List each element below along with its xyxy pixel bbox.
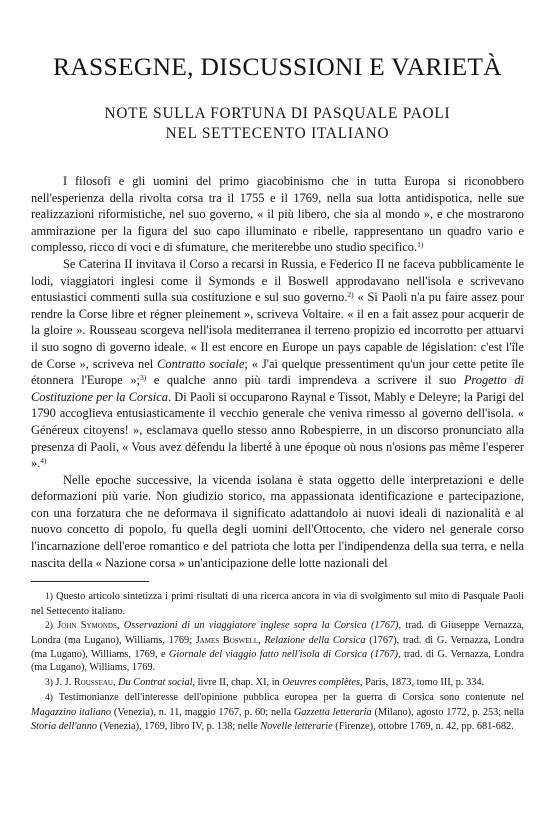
paragraph-3-text: Nelle epoche successive, la vicenda isolana è stata oggetto delle interpretazioni e delle deformazioni più varie. Non giudizio storico, ma appassionata identificazione e partecipazione, con una forzatura che ne deformava il significato adattandolo ai nuovi ideali di nazionalità e al nuovo concetto di popolo, fu quella degli uomini dell'Ottocento, che videro nel generale corso l'incarnazione dell'eroe romantico e del patriota che lotta per l'indipendenza della sua terra, e nella nascita della « Nazione corsa » un'anticipazione delle lotte nazionali del (31, 472, 524, 570)
footnote-ref: 4) (40, 456, 47, 466)
footnote-text: , trad. di G. Vernazza, Londra (ma Lugano), Williams, 1769. (31, 648, 524, 674)
footnote-text: , (258, 635, 265, 647)
footnote-text: (Venezia), 1769, libro IV, p. 138; nelle (97, 720, 261, 732)
book-title: Giornale del viaggio fatto nell'isola di Corsica (1767) (168, 648, 398, 660)
footnote-text: , (112, 676, 119, 688)
footnote-text: Questo articolo sintetizza i primi risultati di una ricerca ancora in via di svolgimento sul mito di Pasquale Paoli nel Settecento italiano. (31, 591, 524, 617)
book-title: Contratto sociale (157, 356, 245, 371)
footnote-text: (Venezia), n. 11, maggio 1767, p. 60; nella (111, 707, 294, 718)
book-title: Relazione della Corsica (264, 635, 366, 647)
footnote-ref: 3) (139, 373, 147, 383)
author-name: Rousseau (73, 676, 113, 688)
footnote-text: (Firenze), ottobre 1769, n. 42, pp. 681-682. (332, 720, 514, 732)
book-title: Storia dell'anno (31, 720, 97, 732)
footnote-text: , livre II, chap. XI, in (192, 676, 283, 688)
footnote-ref: 1) (417, 240, 424, 250)
footnote-text: , (116, 620, 124, 632)
footnote-1 (31, 590, 524, 618)
paragraph-1 (31, 173, 524, 256)
footnote-text: , trad. di Giuseppe Vernazza, Londra (ma Lugano), Williams, 1769; (31, 620, 525, 647)
section-title: RASSEGNE, DISCUSSIONI E VARIETÀ (53, 52, 502, 81)
footnote-text: , Paris, 1873, tomo III, p. 334. (359, 676, 485, 688)
paragraph-2-text-d: e qualche anno più tardi imprendeva a scrivere il suo (146, 373, 464, 388)
book-title: Osservazioni di un viaggiatore inglese sopra la Corsica (1767) (123, 620, 399, 632)
paragraph-2-text-a: Se Caterina II invitava il Corso a recarsi in Russia, e Federico II ne faceva pubblicamente le lodi, viaggiatori inglesi come il Symonds e il Boswell approdavano nell'isola e scrivevano entusiastici commenti sulla sua costituzione e sul suo governo. (31, 256, 524, 305)
footnotes (31, 590, 524, 733)
footnote-3 (31, 676, 524, 691)
book-title: Du Contrat social (118, 676, 193, 688)
article-title-line-1: NOTE SULLA FORTUNA DI PASQUALE PAOLI (104, 105, 451, 122)
article-body (31, 173, 524, 571)
book-title: Oeuvres complètes (282, 676, 360, 688)
author-name: John Symonds (57, 620, 117, 632)
book-title: Magazzino italiano (31, 707, 112, 718)
article-title-line-2: NEL SETTECENTO ITALIANO (165, 124, 390, 142)
book-title: Progetto di Costituzione per la Corsica (31, 373, 524, 404)
footnote-text: Testimonianze dell'interesse dell'opinione pubblica europea per la guerra di Corsica sono contenute nel (52, 692, 524, 704)
page (31, 52, 524, 734)
author-name: James Boswell (195, 635, 259, 647)
paragraph-3 (31, 472, 524, 572)
footnote-text: J. J. (52, 676, 74, 688)
footnote-number: 2) (45, 621, 53, 632)
paragraph-1-text: I filosofi e gli uomini del primo giacobinismo che in tutta Europa si riconobbero nell'esperienza della rivolta corsa tra il 1755 e il 1769, nella sua lotta antidispotica, nelle sue realizzazioni riformistiche, nel suo governo, « il più libero, che sia al mondo », e che mostrarono ammirazione per la figura del suo capo illuminato e ribelle, rappresentano un quadro vario e complesso, ricco di voci e di sfumature, che meriterebbe uno studio specifico. (31, 174, 524, 255)
footnote-divider (31, 581, 149, 582)
paragraph-2-text-e: . Di Paoli si occuparono Raynal e Tissot, Mably e Deleyre; la Parigi del 1790 accoglieva entusiasticamente il vecchio generale che veniva rimesso al governo dell'isola. « Généreux citoyens! », esclamava quello stesso anno Robespierre, in un discorso pronunciato alla presenza di Paoli, « Vous avez défendu la liberté à une époque où nous n'osions pas même l'esperer ». (31, 389, 525, 471)
paragraph-2-text-b: « Si Paoli n'a pu faire assez pour rendre la Corse libre et régner pleinement », scriveva Voltaire. « il en a fait assez pour acquerir de la gloire ». Rousseau scorgeva nell'isola mediterranea il terreno propizio ed incorrotto per attuarvi il suo sogno di governo ideale. « Il est encore en Europe un pays capable de législation: c'est l'île de Corse », scriveva nel (31, 290, 524, 371)
footnote-text: (1767), trad. di G. Vernazza, Londra (ma Lugano), Williams, 1769, e (31, 635, 525, 660)
footnote-number: 1) (45, 592, 53, 603)
footnote-number: 3) (45, 677, 53, 688)
paragraph-2 (31, 256, 524, 472)
book-title: Novelle letterarie (260, 720, 333, 732)
footnote-2 (31, 619, 524, 674)
footnote-number: 4) (45, 693, 53, 704)
footnote-ref: 2) (347, 290, 354, 300)
footnote-4 (31, 691, 524, 733)
paragraph-2-text-c: ; « J'ai quelque pressentiment qu'un jour cette petite île étonnera l'Europe »; (31, 356, 524, 388)
book-title: Gazzetta letteraria (293, 707, 372, 718)
footnote-text: (Milano), agosto 1772, p. 253; nella (371, 707, 524, 718)
article-title (31, 104, 524, 143)
